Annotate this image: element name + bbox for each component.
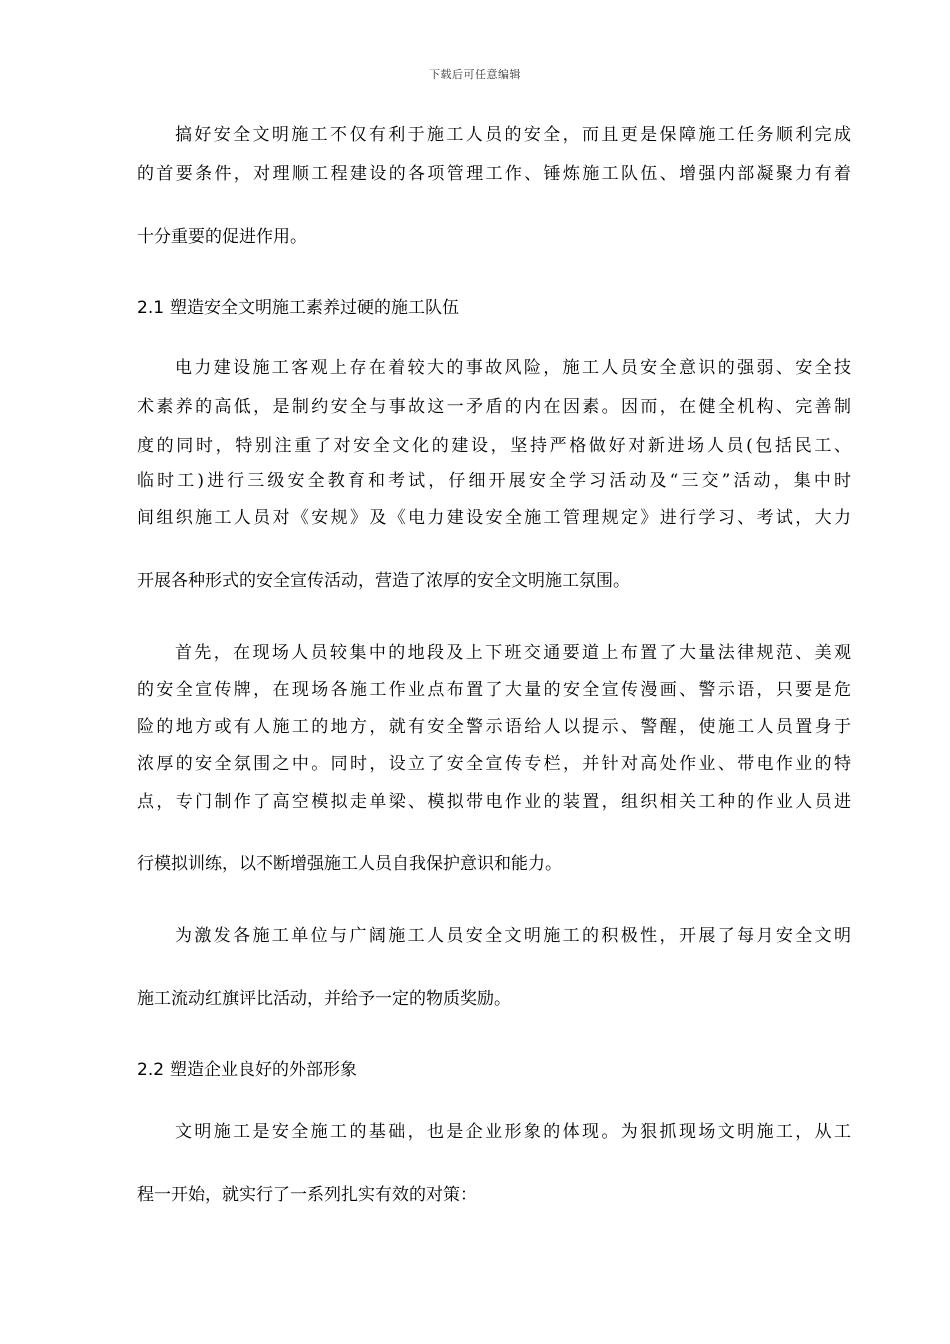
- paragraph-1-line-1: 搞好安全文明施工不仅有利于施工人员的安全，而且更是保障施工任务顺利完成: [175, 125, 851, 145]
- paragraph-1-line-2: 的首要条件，对理顺工程建设的各项管理工作、锤炼施工队伍、增强内部凝聚力有着: [137, 164, 851, 184]
- paragraph-1-line-3: 十分重要的促进作用。: [137, 227, 307, 247]
- paragraph-5-line-1: 文明施工是安全施工的基础，也是企业形象的体现。为狠抓现场文明施工，从工: [175, 1122, 851, 1142]
- paragraph-4-line-1: 为激发各施工单位与广阔施工人员安全文明施工的积极性，开展了每月安全文明: [175, 926, 851, 946]
- paragraph-3-line-1: 首先，在现场人员较集中的地段及上下班交通要道上布置了大量法律规范、美观: [175, 643, 851, 663]
- paragraph-2-line-6: 开展各种形式的安全宣传活动，营造了浓厚的安全文明施工氛围。: [137, 571, 630, 591]
- paragraph-3-line-2: 的安全宣传牌，在现场各施工作业点布置了大量的安全宣传漫画、警示语，只要是危: [137, 680, 851, 700]
- paragraph-3-line-6: 行模拟训练，以不断增强施工人员自我保护意识和能力。: [137, 854, 562, 874]
- section-heading-2-1: [137, 297, 459, 319]
- paragraph-4-line-2: 施工流动红旗评比活动，并给予一定的物质奖励。: [137, 989, 511, 1009]
- paragraph-2-line-2: 术素养的高低，是制约安全与事故这一矛盾的内在因素。因而，在健全机构、完善制: [137, 397, 851, 417]
- paragraph-2-line-5: 间组织施工人员对《安规》及《电力建设安全施工管理规定》进行学习、考试，大力: [137, 508, 851, 528]
- paragraph-5-line-2: 程一开始，就实行了一系列扎实有效的对策：: [137, 1185, 477, 1205]
- paragraph-3-line-3: 险的地方或有人施工的地方，就有安全警示语给人以提示、警醒，使施工人员置身于: [137, 717, 851, 737]
- section-title: 塑造安全文明施工素养过硬的施工队伍: [170, 298, 460, 318]
- section-heading-2-2: [137, 1059, 357, 1081]
- section-title: 塑造企业良好的外部形象: [170, 1060, 358, 1080]
- page-header-note: 下载后可任意编辑: [429, 68, 521, 81]
- section-number: 2.1: [137, 298, 165, 318]
- paragraph-2-line-4: 临时工)进行三级安全教育和考试，仔细开展安全学习活动及“三交”活动，集中时: [137, 471, 851, 491]
- section-number: 2.2: [137, 1060, 165, 1080]
- paragraph-3-line-4: 浓厚的安全氛围之中。同时，设立了安全宣传专栏，并针对高处作业、带电作业的特: [137, 754, 851, 774]
- paragraph-2-line-3: 度的同时，特别注重了对安全文化的建设，坚持严格做好对新进场人员(包括民工、: [137, 436, 851, 456]
- paragraph-3-line-5: 点，专门制作了高空模拟走单梁、模拟带电作业的装置，组织相关工种的作业人员进: [137, 792, 851, 812]
- paragraph-2-line-1: 电力建设施工客观上存在着较大的事故风险，施工人员安全意识的强弱、安全技: [175, 358, 851, 378]
